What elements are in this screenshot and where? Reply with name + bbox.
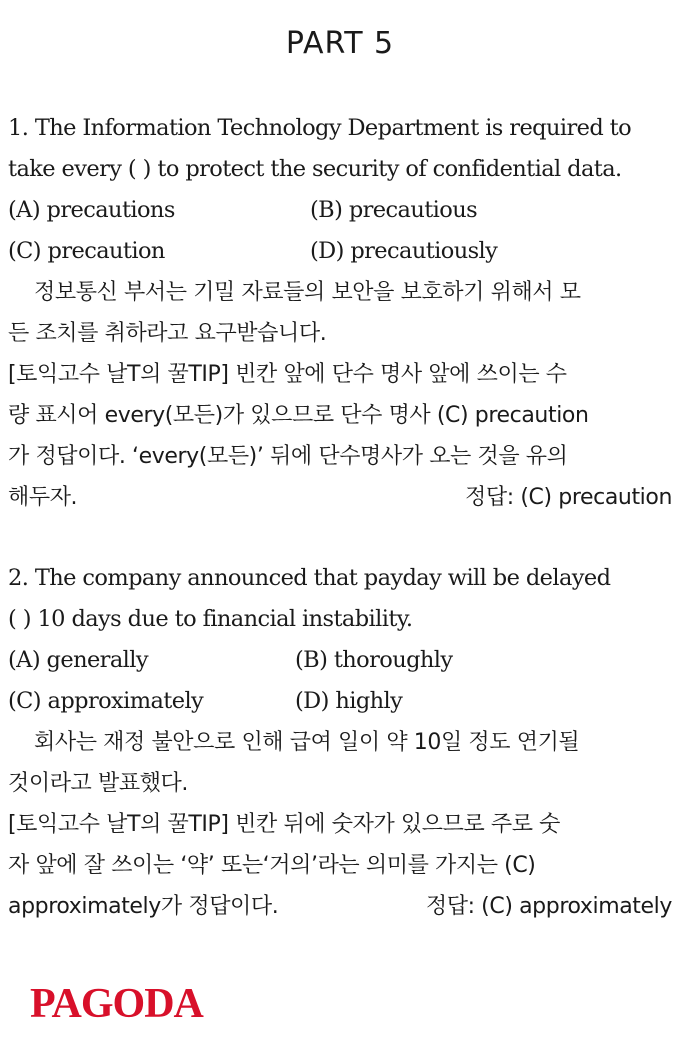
q1-tip-line4: 해두자.: [8, 485, 78, 510]
q2-options-row1: [8, 640, 672, 681]
q2-translation-line2: 것이라고 발표했다.: [8, 771, 189, 796]
q2-options-row2: [8, 681, 672, 722]
q2-tip-line2: 자 앞에 잘 쓰이는 ‘약’ 또는‘거의’라는 의미를 가지는 (C): [8, 853, 536, 878]
q1-options-row2: [8, 231, 672, 272]
q2-option-b: (B) thoroughly: [295, 647, 453, 673]
q2-tip-final-row: [8, 886, 672, 927]
q1-option-b: (B) precautious: [310, 197, 478, 223]
q1-option-a: (A) precautions: [8, 197, 175, 223]
q1-stem-line2: take every ( ) to protect the security of confidential data.: [8, 156, 622, 182]
question-1: [8, 108, 672, 518]
q2-option-c: (C) approximately: [8, 688, 204, 714]
question-2: [8, 558, 672, 927]
q1-translation-line1: 정보통신 부서는 기밀 자료들의 보안을 보호하기 위해서 모: [34, 280, 581, 305]
q1-tip-line1: [토익고수 날T의 꿀TIP] 빈칸 앞에 단수 명사 앞에 쓰이는 수: [8, 362, 567, 387]
q1-answer: 정답: (C) precaution: [465, 485, 672, 510]
q1-tip-line3: 가 정답이다. ‘every(모든)’ 뒤에 단수명사가 오는 것을 유의: [8, 444, 568, 469]
page-title: PART 5: [285, 26, 395, 61]
q1-translation-line2: 든 조치를 취하라고 요구받습니다.: [8, 321, 327, 346]
q1-option-d: (D) precautiously: [310, 238, 498, 264]
q2-tip-line1: [토익고수 날T의 꿀TIP] 빈칸 뒤에 숫자가 있으므로 주로 숫: [8, 812, 561, 837]
q1-tip-line2: 량 표시어 every(모든)가 있으므로 단수 명사 (C) precaution: [8, 403, 589, 428]
q1-stem-line1: 1. The Information Technology Department is required to: [8, 115, 632, 141]
q2-answer: 정답: (C) approximately: [425, 894, 672, 919]
q1-options-row1: [8, 190, 672, 231]
q2-stem-line2: ( ) 10 days due to financial instability.: [8, 606, 413, 632]
q2-translation-line1: 회사는 재정 불안으로 인해 급여 일이 약 10일 정도 연기될: [34, 730, 580, 755]
q2-option-a: (A) generally: [8, 647, 148, 673]
q2-option-d: (D) highly: [295, 688, 403, 714]
q1-option-c: (C) precaution: [8, 238, 165, 264]
q2-stem-line1: 2. The company announced that payday will be delayed: [8, 565, 611, 591]
pagoda-logo: PAGODA: [30, 981, 203, 1027]
q2-tip-line3: approximately가 정답이다.: [8, 894, 279, 919]
q1-tip-final-row: [8, 477, 672, 518]
